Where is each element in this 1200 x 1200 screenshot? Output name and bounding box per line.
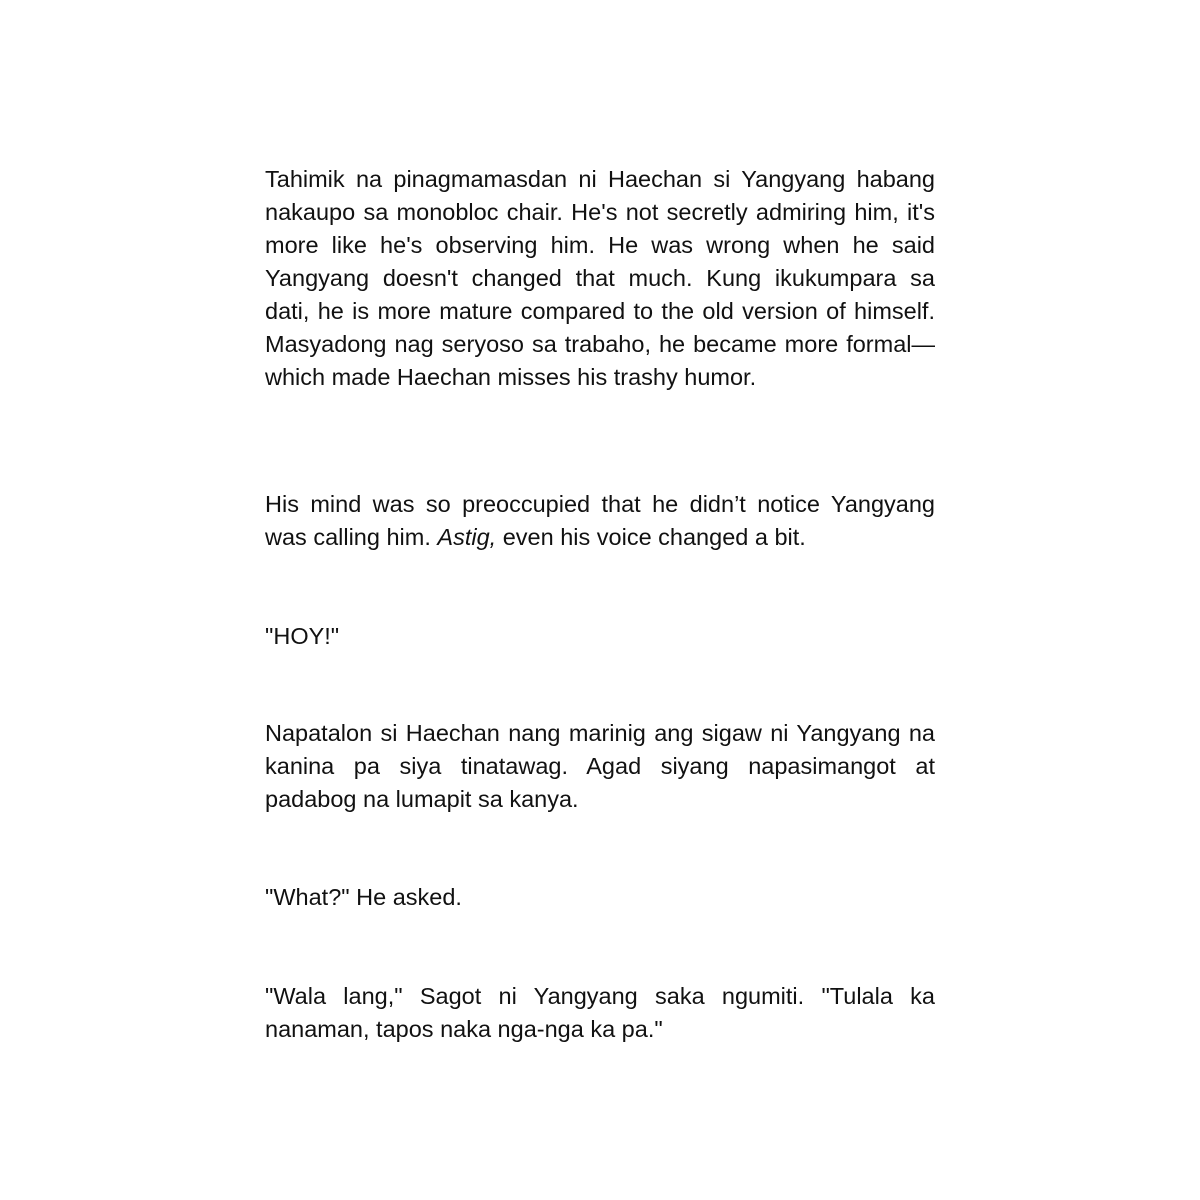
paragraph-5: "What?" He asked. — [265, 884, 462, 910]
paragraph-2-text-start: His mind was so preoccupied that he didn’t notice Yangyang was calling him. — [265, 491, 935, 550]
paragraph-2-text-end: even his voice changed a bit. — [496, 524, 806, 550]
paragraph-3: "HOY!" — [265, 623, 340, 649]
paragraph-2 — [265, 488, 935, 554]
paragraph-1: Tahimik na pinagmamasdan ni Haechan si Yangyang habang nakaupo sa monobloc chair. He's not secretly admiring him, it's more like he's observing him. He was wrong when he said Yangyang doesn't changed that much. Kung ikukumpara sa dati, he is more mature compared to the old version of himself. Masyadong nag seryoso sa trabaho, he became more formal—which made Haechan misses his trashy humor. — [265, 166, 935, 390]
paragraph-6: "Wala lang," Sagot ni Yangyang saka ngumiti. "Tulala ka nanaman, tapos naka nga-nga ka pa." — [265, 983, 935, 1042]
paragraph-2-italic-word: Astig, — [437, 524, 497, 550]
paragraph-4: Napatalon si Haechan nang marinig ang sigaw ni Yangyang na kanina pa siya tinatawag. Agad siyang napasimangot at padabog na lumapit sa kanya. — [265, 720, 935, 812]
